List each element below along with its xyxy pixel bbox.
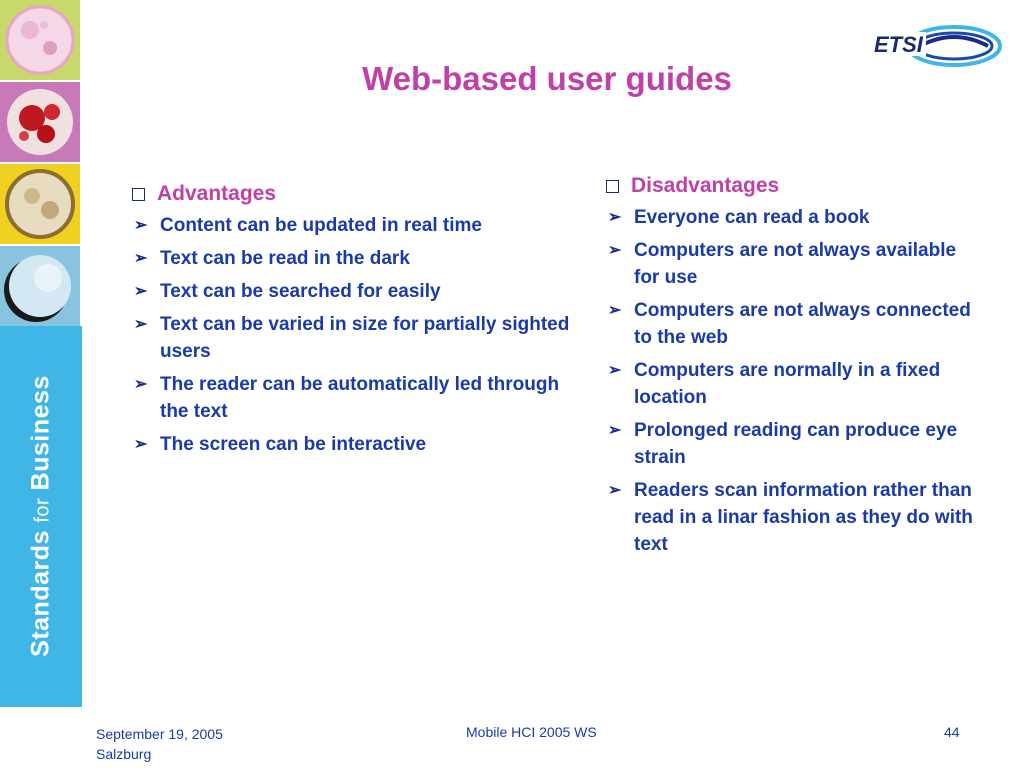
list-item <box>130 212 570 239</box>
list-item-text: Computers are not always connected to the web <box>634 300 971 348</box>
footer-location: Salzburg <box>96 746 152 762</box>
list-item <box>604 297 984 351</box>
list-item <box>604 477 984 558</box>
arrow-bullet-icon: ➢ <box>134 376 148 393</box>
tagline-business: Business <box>26 375 55 491</box>
page-number: 44 <box>944 724 960 740</box>
checkbox-bullet-icon <box>132 188 145 201</box>
arrow-bullet-icon: ➢ <box>608 302 622 319</box>
sidebar <box>0 0 82 768</box>
list-item-text: Text can be searched for easily <box>160 281 441 302</box>
arrow-bullet-icon: ➢ <box>134 283 148 300</box>
list-item <box>130 371 570 425</box>
arrow-bullet-icon: ➢ <box>608 242 622 259</box>
list-item <box>130 245 570 272</box>
disadvantages-heading-row <box>604 174 984 198</box>
footer-date-location <box>96 724 223 764</box>
list-item <box>130 278 570 305</box>
checkbox-bullet-icon <box>606 180 619 193</box>
footer-event: Mobile HCI 2005 WS <box>466 724 597 740</box>
slide-title: Web-based user guides <box>362 60 732 97</box>
list-item <box>130 431 570 458</box>
arrow-bullet-icon: ➢ <box>134 316 148 333</box>
list-item-text: Readers scan information rather than read in a linar fashion as they do with text <box>634 480 973 555</box>
advantages-list <box>130 212 570 458</box>
decorative-tile-moon-gold <box>0 164 80 244</box>
decorative-tile-moon-blue <box>0 246 80 326</box>
list-item <box>130 311 570 365</box>
list-item-text: Computers are normally in a fixed location <box>634 360 941 408</box>
arrow-bullet-icon: ➢ <box>608 362 622 379</box>
list-item-text: The screen can be interactive <box>160 434 427 455</box>
list-item <box>604 204 984 231</box>
tagline-for: for <box>31 497 54 523</box>
list-item-text: Computers are not always available for use <box>634 240 957 288</box>
list-item <box>604 417 984 471</box>
list-item <box>604 237 984 291</box>
disadvantages-column <box>604 174 984 564</box>
arrow-bullet-icon: ➢ <box>134 217 148 234</box>
arrow-bullet-icon: ➢ <box>134 250 148 267</box>
arrow-bullet-icon: ➢ <box>134 436 148 453</box>
list-item-text: Text can be read in the dark <box>160 248 410 269</box>
list-item-text: Text can be varied in size for partially sighted users <box>160 314 570 362</box>
advantages-heading: Advantages <box>157 182 277 205</box>
list-item-text: Prolonged reading can produce eye strain <box>634 420 958 468</box>
tagline-standards: Standards <box>26 530 55 657</box>
arrow-bullet-icon: ➢ <box>608 422 622 439</box>
list-item-text: Content can be updated in real time <box>160 215 482 236</box>
disadvantages-heading: Disadvantages <box>631 174 780 197</box>
advantages-heading-row <box>130 182 570 206</box>
list-item-text: The reader can be automatically led through the text <box>160 374 560 422</box>
footer-date: September 19, 2005 <box>96 726 223 742</box>
list-item <box>604 357 984 411</box>
arrow-bullet-icon: ➢ <box>608 209 622 226</box>
list-item-text: Everyone can read a book <box>634 207 870 228</box>
standards-for-business-tagline <box>27 375 56 657</box>
disadvantages-list <box>604 204 984 558</box>
etsi-logo-text: ETSI <box>874 32 923 57</box>
advantages-column <box>130 182 570 464</box>
arrow-bullet-icon: ➢ <box>608 482 622 499</box>
